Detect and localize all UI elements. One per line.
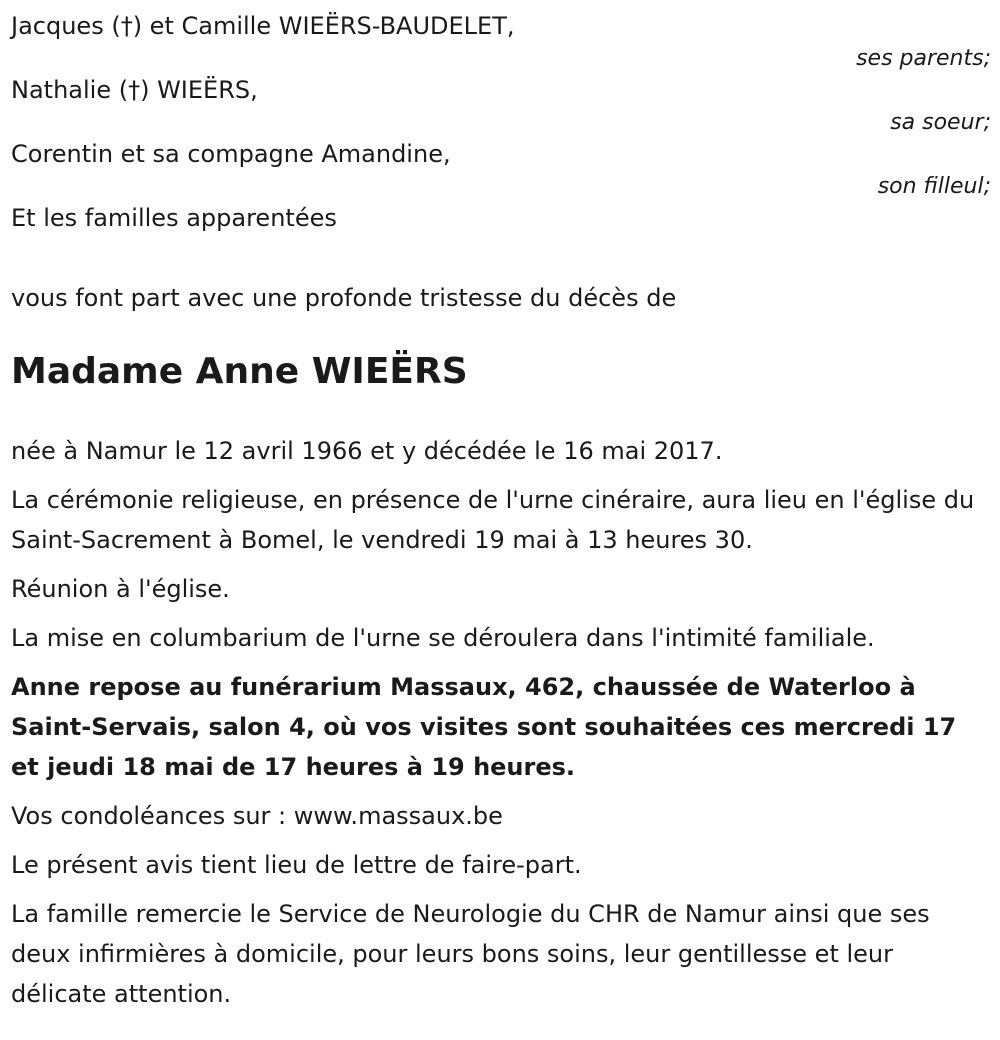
- deceased-name: Madame Anne WIEËRS: [11, 351, 468, 392]
- relation-sister: sa soeur;: [890, 110, 991, 135]
- family-member-godson: Corentin et sa compagne Amandine,: [11, 140, 451, 168]
- intro-text: vous font part avec une profonde tristesse du décès de: [11, 284, 677, 312]
- columbarium-info: La mise en columbarium de l'urne se déroulera dans l'intimité familiale.: [11, 624, 875, 652]
- reunion-info: Réunion à l'église.: [11, 575, 230, 603]
- thanks-message: La famille remercie le Service de Neurologie du CHR de Namur ainsi que ses deux infirmières à domicile, pour leurs bons soins, leur gentillesse et leur délicate attention.: [11, 900, 930, 1008]
- birth-death-dates: née à Namur le 12 avril 1966 et y décédée le 16 mai 2017.: [11, 437, 723, 465]
- relation-godson: son filleul;: [877, 174, 991, 199]
- family-member-relatives: Et les familles apparentées: [11, 204, 337, 232]
- family-list: [11, 11, 991, 233]
- family-member-sister: Nathalie (†) WIEËRS,: [11, 76, 258, 104]
- funerarium-info: Anne repose au funérarium Massaux, 462, chaussée de Waterloo à Saint-Servais, salon 4, où vos visites sont souhaitées ces mercredi 17 et jeudi 18 mai de 17 heures à 19 heures.: [11, 673, 957, 781]
- death-notice: [11, 0, 991, 1014]
- notice-info: Le présent avis tient lieu de lettre de faire-part.: [11, 851, 582, 879]
- condolences-info: Vos condoléances sur : www.massaux.be: [11, 802, 503, 830]
- relation-parents: ses parents;: [856, 46, 991, 71]
- ceremony-info: La cérémonie religieuse, en présence de l'urne cinéraire, aura lieu en l'église du Saint-Sacrement à Bomel, le vendredi 19 mai à 13 heures 30.: [11, 486, 975, 554]
- family-member-parents: Jacques (†) et Camille WIEËRS-BAUDELET,: [11, 12, 515, 40]
